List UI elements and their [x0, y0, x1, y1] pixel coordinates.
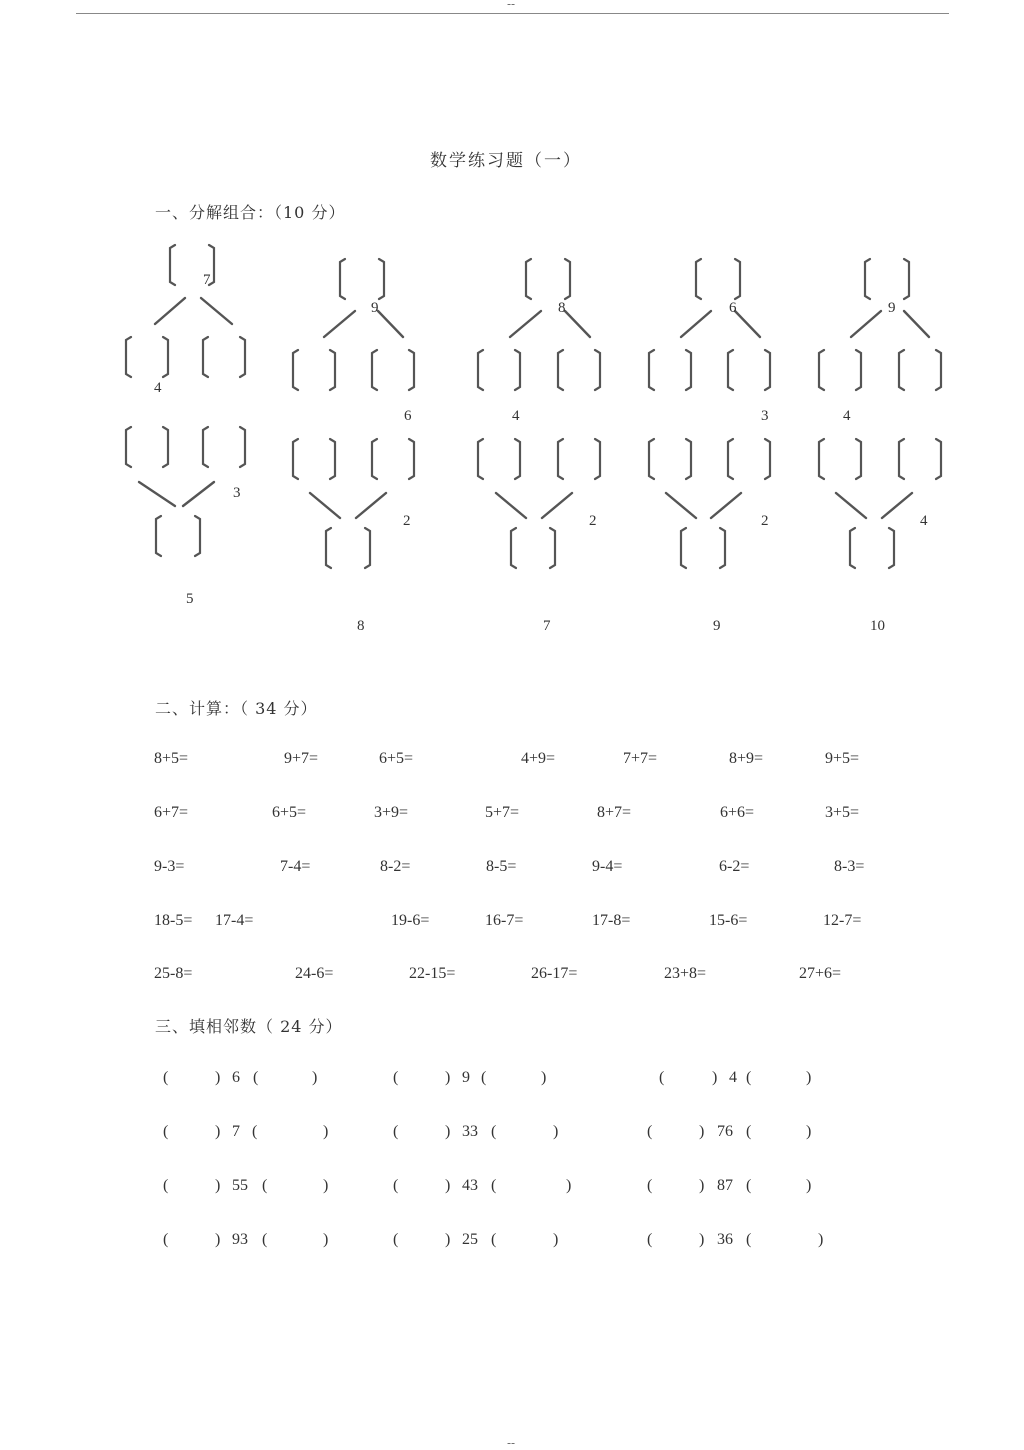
tree-branch-line — [542, 493, 572, 518]
part-answer-box — [293, 350, 335, 390]
equation: 15-6= — [709, 912, 748, 929]
paren: ( — [253, 1069, 259, 1086]
tree-branch-line — [904, 311, 929, 337]
part-answer-box — [649, 439, 691, 479]
tree1-total: 7 — [203, 272, 211, 288]
paren: ) — [806, 1069, 812, 1086]
paren: ( — [491, 1231, 497, 1248]
tree4-given: 3 — [761, 408, 769, 424]
paren: ) — [323, 1177, 329, 1194]
equation: 16-7= — [485, 912, 524, 929]
paren: ( — [163, 1177, 169, 1194]
equation: 4+9= — [521, 750, 556, 767]
part-answer-box — [478, 350, 520, 390]
paren: ( — [262, 1231, 268, 1248]
part-answer-box — [728, 439, 770, 479]
part-answer-box — [293, 439, 335, 479]
equation: 27+6= — [799, 965, 842, 982]
equation: 8+5= — [154, 750, 189, 767]
paren: ( — [746, 1123, 752, 1140]
equation: 9-4= — [592, 858, 623, 875]
tree-branch-line — [565, 311, 590, 337]
paren: ( — [491, 1177, 497, 1194]
equation: 8-3= — [834, 858, 865, 875]
equation: 23+8= — [664, 965, 707, 982]
total-answer-box — [326, 528, 370, 568]
tree-branch-line — [183, 482, 214, 506]
equation: 17-4= — [215, 912, 254, 929]
paren: ) — [215, 1123, 221, 1140]
equation: 26-17= — [531, 965, 578, 982]
tree-branch-line — [201, 298, 232, 324]
equation: 18-5= — [154, 912, 193, 929]
equation: 17-8= — [592, 912, 631, 929]
total-answer-box — [511, 528, 555, 568]
paren: ( — [647, 1231, 653, 1248]
paren: ) — [445, 1177, 451, 1194]
tree3-total: 8 — [558, 300, 566, 316]
equation: 19-6= — [391, 912, 430, 929]
adjacent-number: 55 — [232, 1177, 248, 1194]
total-answer-box — [696, 259, 740, 299]
tree-branch-line — [310, 493, 340, 518]
adjacent-number: 93 — [232, 1231, 248, 1248]
tree10-given: 4 — [920, 513, 928, 529]
total-answer-box — [340, 259, 384, 299]
equation: 6+7= — [154, 804, 189, 821]
total-answer-box — [865, 259, 909, 299]
tree9-total: 9 — [713, 618, 721, 634]
paren: ( — [163, 1123, 169, 1140]
equation: 8+9= — [729, 750, 764, 767]
total-answer-box — [681, 528, 725, 568]
paren: ( — [647, 1177, 653, 1194]
paren: ( — [393, 1231, 399, 1248]
adjacent-number: 4 — [729, 1069, 737, 1086]
part-answer-box — [819, 439, 861, 479]
paren: ) — [215, 1231, 221, 1248]
equation: 8-5= — [486, 858, 517, 875]
total-answer-box — [850, 528, 894, 568]
paren: ( — [393, 1123, 399, 1140]
total-answer-box — [156, 516, 200, 556]
equation: 24-6= — [295, 965, 334, 982]
part-answer-box — [203, 337, 245, 377]
tree-branch-line — [356, 493, 386, 518]
equation: 12-7= — [823, 912, 862, 929]
paren: ) — [818, 1231, 824, 1248]
paren: ( — [393, 1069, 399, 1086]
part-answer-box — [372, 439, 414, 479]
tree-branch-line — [510, 311, 541, 337]
part-answer-box — [558, 439, 600, 479]
paren: ( — [746, 1231, 752, 1248]
equation: 9+5= — [825, 750, 860, 767]
paren: ( — [163, 1231, 169, 1248]
equation: 6-2= — [719, 858, 750, 875]
tree2-given: 6 — [404, 408, 412, 424]
equation: 3+9= — [374, 804, 409, 821]
tree9-given: 2 — [761, 513, 769, 529]
equation: 9-3= — [154, 858, 185, 875]
tree-branch-line — [496, 493, 526, 518]
header-mark: -- — [507, 0, 516, 11]
paren: ( — [746, 1177, 752, 1194]
paren: ( — [252, 1123, 258, 1140]
tree2-total: 9 — [371, 300, 379, 316]
adjacent-number: 7 — [232, 1123, 240, 1140]
part-answer-box — [899, 350, 941, 390]
paren: ) — [323, 1231, 329, 1248]
paren: ) — [699, 1123, 705, 1140]
tree7-given: 2 — [403, 513, 411, 529]
tree-branch-line — [139, 482, 175, 506]
section2-heading: 二、计算：（ 34 分） — [155, 699, 318, 718]
paren: ) — [323, 1123, 329, 1140]
total-answer-box — [526, 259, 570, 299]
paren: ( — [393, 1177, 399, 1194]
equation: 8-2= — [380, 858, 411, 875]
paren: ) — [699, 1231, 705, 1248]
paren: ) — [312, 1069, 318, 1086]
tree-branch-line — [155, 298, 185, 324]
tree-branch-line — [324, 311, 355, 337]
tree-branch-line — [378, 311, 403, 337]
part-answer-box — [126, 427, 168, 467]
tree4-total: 6 — [729, 300, 737, 316]
tree-branch-line — [851, 311, 881, 337]
part-answer-box — [728, 350, 770, 390]
tree6-total: 5 — [186, 591, 194, 607]
adjacent-number: 76 — [717, 1123, 733, 1140]
footer-mark: -- — [507, 1436, 516, 1450]
equation: 7-4= — [280, 858, 311, 875]
tree-branch-line — [882, 493, 912, 518]
tree1-given: 4 — [154, 380, 162, 396]
paren: ) — [806, 1177, 812, 1194]
paren: ) — [553, 1123, 559, 1140]
paren: ) — [566, 1177, 572, 1194]
equation: 6+6= — [720, 804, 755, 821]
paren: ( — [491, 1123, 497, 1140]
paren: ( — [481, 1069, 487, 1086]
equation: 6+5= — [379, 750, 414, 767]
paren: ) — [445, 1231, 451, 1248]
paren: ( — [262, 1177, 268, 1194]
equation: 3+5= — [825, 804, 860, 821]
tree-branch-line — [711, 493, 741, 518]
part-answer-box — [478, 439, 520, 479]
part-answer-box — [558, 350, 600, 390]
section3-heading: 三、填相邻数（ 24 分） — [155, 1017, 343, 1036]
paren: ) — [541, 1069, 547, 1086]
equation: 5+7= — [485, 804, 520, 821]
tree3-given: 4 — [512, 408, 520, 424]
paren: ) — [215, 1069, 221, 1086]
section1-heading: 一、分解组合：（10 分） — [155, 203, 346, 222]
page-title: 数学练习题（一） — [430, 151, 582, 171]
equation: 7+7= — [623, 750, 658, 767]
tree-branch-line — [681, 311, 711, 337]
paren: ( — [163, 1069, 169, 1086]
part-answer-box — [899, 439, 941, 479]
paren: ) — [445, 1069, 451, 1086]
adjacent-number: 9 — [462, 1069, 470, 1086]
equation: 25-8= — [154, 965, 193, 982]
adjacent-number: 43 — [462, 1177, 478, 1194]
adjacent-number: 25 — [462, 1231, 478, 1248]
part-answer-box — [203, 427, 245, 467]
tree-branch-line — [735, 311, 760, 337]
adjacent-number: 6 — [232, 1069, 240, 1086]
paren: ) — [445, 1123, 451, 1140]
tree5-total: 9 — [888, 300, 896, 316]
paren: ( — [659, 1069, 665, 1086]
adjacent-number: 33 — [462, 1123, 478, 1140]
paren: ( — [746, 1069, 752, 1086]
tree6-given: 3 — [233, 485, 241, 501]
adjacent-number: 36 — [717, 1231, 733, 1248]
paren: ) — [806, 1123, 812, 1140]
part-answer-box — [819, 350, 861, 390]
part-answer-box — [126, 337, 168, 377]
tree5-given: 4 — [843, 408, 851, 424]
part-answer-box — [649, 350, 691, 390]
equation: 8+7= — [597, 804, 632, 821]
paren: ) — [553, 1231, 559, 1248]
equation: 9+7= — [284, 750, 319, 767]
paren: ) — [215, 1177, 221, 1194]
adjacent-number: 87 — [717, 1177, 733, 1194]
part-answer-box — [372, 350, 414, 390]
tree-branch-line — [666, 493, 696, 518]
equation: 22-15= — [409, 965, 456, 982]
tree8-given: 2 — [589, 513, 597, 529]
paren: ) — [712, 1069, 718, 1086]
paren: ) — [699, 1177, 705, 1194]
paren: ( — [647, 1123, 653, 1140]
tree7-total: 8 — [357, 618, 365, 634]
tree-branch-line — [836, 493, 866, 518]
equation: 6+5= — [272, 804, 307, 821]
tree8-total: 7 — [543, 618, 551, 634]
tree10-total: 10 — [870, 618, 885, 634]
